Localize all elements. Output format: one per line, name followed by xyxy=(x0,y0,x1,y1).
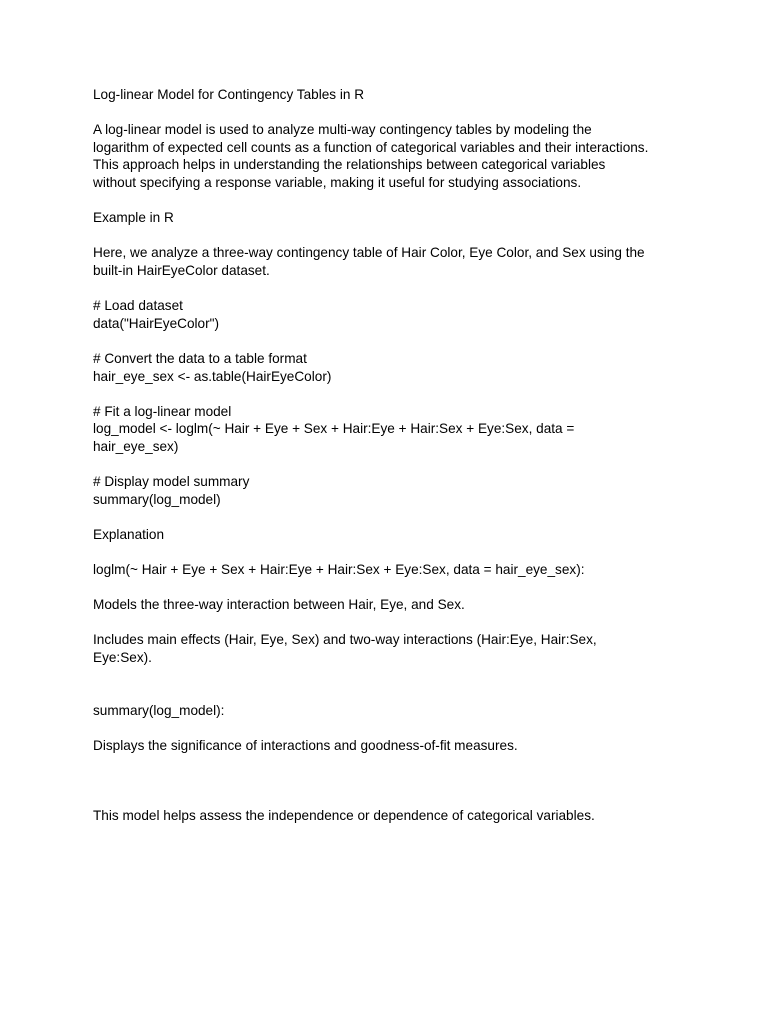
explanation-effects xyxy=(93,631,683,666)
explanation-summary-desc: Displays the significance of interactions and goodness-of-fit measures. xyxy=(93,737,518,753)
explanation-summary-call: summary(log_model): xyxy=(93,702,225,718)
example-intro-paragraph xyxy=(93,244,683,279)
explanation-effects-line: Eye:Sex). xyxy=(93,650,152,665)
document-page xyxy=(93,86,683,825)
code-comment: # Convert the data to a table format xyxy=(93,350,307,366)
explanation-effects-line: Includes main effects (Hair, Eye, Sex) and two-way interactions (Hair:Eye, Hair:Sex, xyxy=(93,632,597,648)
example-heading: Example in R xyxy=(93,210,174,226)
code-line: hair_eye_sex) xyxy=(93,438,179,454)
code-line: log_model <- loglm(~ Hair + Eye + Sex + Hair:Eye + Hair:Sex + Eye:Sex, data = xyxy=(93,421,575,437)
intro-line: A log-linear model is used to analyze multi-way contingency tables by modeling the xyxy=(93,122,592,138)
intro-line: without specifying a response variable, making it useful for studying associations. xyxy=(93,174,582,190)
example-intro-line: built-in HairEyeColor dataset. xyxy=(93,262,270,278)
explanation-loglm-call: loglm(~ Hair + Eye + Sex + Hair:Eye + Hair:Sex + Eye:Sex, data = hair_eye_sex): xyxy=(93,562,585,578)
document-title: Log-linear Model for Contingency Tables in R xyxy=(93,87,365,102)
intro-line: This approach helps in understanding the relationships between categorical variables xyxy=(93,157,606,173)
code-block-convert xyxy=(93,350,683,385)
code-line: summary(log_model) xyxy=(93,491,221,507)
code-comment: # Fit a log-linear model xyxy=(93,403,232,419)
intro-paragraph xyxy=(93,121,683,191)
explanation-loglm-desc: Models the three-way interaction between Hair, Eye, and Sex. xyxy=(93,597,465,613)
code-block-fit xyxy=(93,403,683,456)
code-comment: # Display model summary xyxy=(93,474,250,490)
intro-line: logarithm of expected cell counts as a function of categorical variables and their interactions. xyxy=(93,139,649,155)
code-block-load xyxy=(93,297,683,332)
code-line: data("HairEyeColor") xyxy=(93,315,219,331)
code-line: hair_eye_sex <- as.table(HairEyeColor) xyxy=(93,368,332,384)
conclusion-paragraph: This model helps assess the independence or dependence of categorical variables. xyxy=(93,808,595,824)
explanation-heading: Explanation xyxy=(93,526,165,542)
example-intro-line: Here, we analyze a three-way contingency table of Hair Color, Eye Color, and Sex using the xyxy=(93,245,645,261)
code-block-summary xyxy=(93,473,683,508)
code-comment: # Load dataset xyxy=(93,298,183,314)
